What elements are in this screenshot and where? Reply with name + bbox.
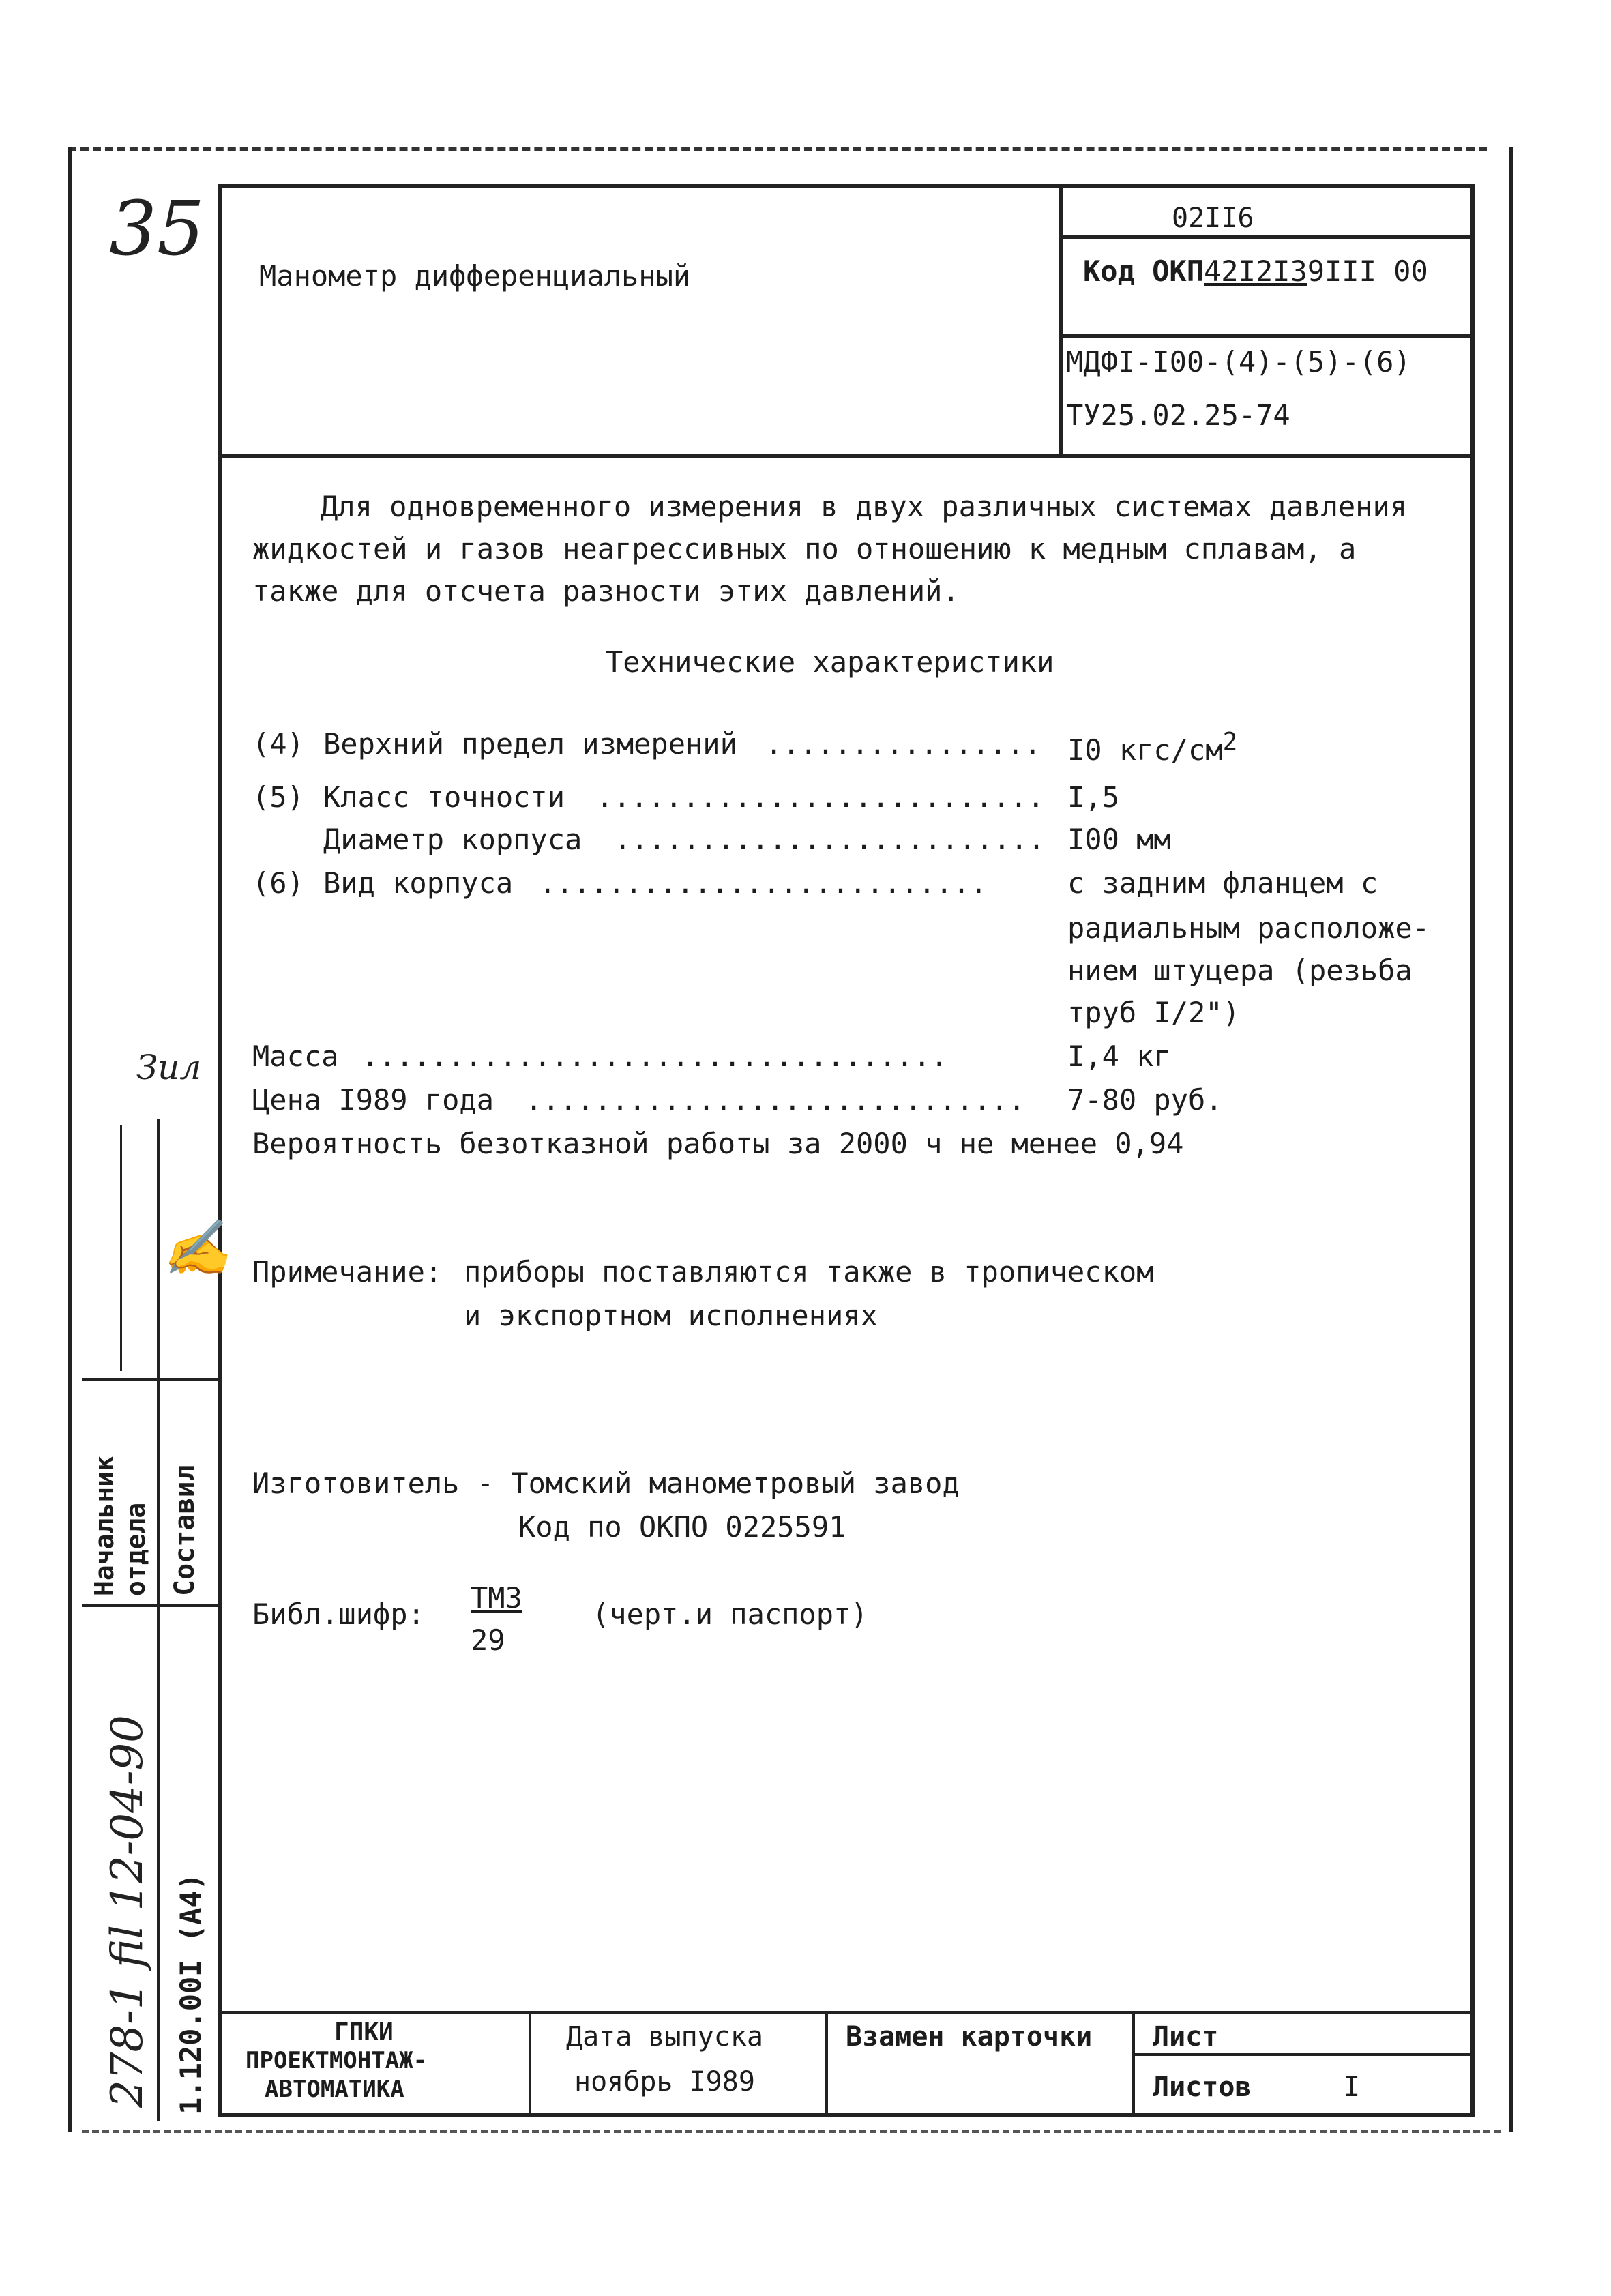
manufacturer: Изготовитель - Томский манометровый завод [252, 1467, 960, 1500]
price-value: 7-80 руб. [1067, 1083, 1223, 1117]
archive-stamp: 278-1 fil 12-04-90 [102, 1715, 153, 2108]
sheets-label: Листов [1153, 2072, 1252, 2103]
replaces-card-label: Взамен карточки [846, 2021, 1093, 2052]
side-compiled-by: Составил [169, 1465, 201, 1596]
issue-date-value: ноябрь I989 [574, 2066, 755, 2098]
spec-value-superscript: 2 [1222, 728, 1238, 756]
description-line-2: жидкостей и газов неагрессивных по отношению к медным сплавам, а [252, 532, 1357, 565]
page-number: 35 [109, 185, 205, 272]
mass-dots: .................................. [361, 1040, 948, 1073]
spec-label: Диаметр корпуса [323, 823, 582, 856]
footer-sheet-rule [1132, 2053, 1475, 2056]
library-code-bottom: 29 [471, 1623, 505, 1657]
spec-label: Класс точности [323, 780, 565, 814]
spec-dots: ......................... [614, 823, 1046, 856]
product-title: Манометр дифференциальный [259, 259, 691, 293]
library-label: Библ.шифр: [252, 1598, 425, 1631]
side-initials: Зил [136, 1048, 202, 1087]
spec-tu: ТУ25.02.25-74 [1066, 398, 1290, 432]
mass-value: I,4 кг [1067, 1040, 1171, 1073]
footer-divider-2 [825, 2011, 828, 2117]
price-label: Цена I989 года [252, 1083, 494, 1117]
spec-label: Верхний предел измерений [323, 727, 737, 761]
footer-divider-1 [529, 2011, 531, 2117]
side-head-of-dept: Начальник отдела [89, 1456, 151, 1596]
okp-code-rest: 9III 00 [1307, 254, 1428, 288]
spec-dots: .......................... [596, 780, 1045, 814]
spec-value-accuracy: I,5 [1067, 780, 1119, 814]
spec-dots: ................ [765, 727, 1041, 761]
sheet-label: Лист [1153, 2021, 1219, 2052]
left-binding-line [68, 147, 72, 2132]
side-rule-top [82, 1378, 218, 1381]
spec-value-body-type: с задним фланцем с [1067, 866, 1378, 900]
org-line-1: ГПКИ [334, 2018, 394, 2046]
spec-value-diameter: I00 мм [1067, 823, 1171, 856]
spec-row-upper-limit [252, 727, 304, 761]
spec-label: Вид корпуса [323, 866, 514, 900]
spec-dots: .......................... [539, 866, 988, 900]
header-bottom-rule [218, 454, 1475, 458]
code-top: 02II6 [1172, 203, 1254, 234]
okp-code-underlined: 42I2I3 [1204, 254, 1307, 288]
footer-divider-3 [1132, 2011, 1135, 2117]
footer-top-rule [218, 2011, 1475, 2014]
section-title: Технические характеристики [606, 645, 1054, 679]
spec-value-upper-limit [1067, 730, 1237, 765]
spec-value: I0 кгс/см [1067, 733, 1223, 767]
library-note: (черт.и паспорт) [592, 1598, 868, 1631]
side-signature-rule [120, 1125, 122, 1371]
right-binding-line [1509, 147, 1513, 2132]
spec-marker: (6) [252, 866, 304, 900]
issue-date-label: Дата выпуска [566, 2021, 763, 2052]
form-code: 1.120.00I (А4) [174, 1872, 207, 2115]
header-divider [1059, 184, 1063, 456]
okp-code [1083, 254, 1428, 288]
sheets-value: I [1344, 2072, 1361, 2103]
org-line-2: ПРОЕКТМОНТАЖ- [246, 2047, 428, 2074]
model-designation: МДФI-I00-(4)-(5)-(6) [1066, 345, 1411, 379]
description-line-3: также для отсчета разности этих давлений. [252, 574, 960, 608]
library-code-top: ТМЗ [471, 1581, 522, 1615]
side-rule-bottom [82, 1604, 218, 1607]
top-dashed-border [68, 147, 1487, 151]
okp-label: Код ОКП [1083, 254, 1204, 288]
spec-marker: (4) [252, 727, 304, 761]
note-label: Примечание: [252, 1255, 443, 1289]
signature-mark: ✍ [162, 1216, 231, 1280]
body-type-line-4: труб I/2") [1067, 996, 1240, 1029]
description-line-1: Для одновременного измерения в двух различных системах давления [321, 490, 1408, 523]
bottom-dashed-border [82, 2130, 1501, 2133]
org-line-3: АВТОМАТИКА [265, 2076, 404, 2103]
price-dots: ............................. [525, 1083, 1026, 1117]
okpo-code: Код по ОКПО 0225591 [518, 1510, 846, 1544]
side-column-line [157, 1119, 160, 2121]
body-type-line-3: нием штуцера (резьба [1067, 954, 1413, 987]
code-rule-2 [1059, 334, 1475, 338]
reliability: Вероятность безотказной работы за 2000 ч не менее 0,94 [252, 1127, 1184, 1160]
body-type-line-2: радиальным расположе- [1067, 911, 1430, 945]
mass-label: Масса [252, 1040, 339, 1073]
note-line-1: приборы поставляются также в тропическом [464, 1255, 1154, 1289]
note-line-2: и экспортном исполнениях [464, 1299, 878, 1332]
spec-marker: (5) [252, 780, 304, 814]
code-rule-1 [1059, 235, 1475, 239]
